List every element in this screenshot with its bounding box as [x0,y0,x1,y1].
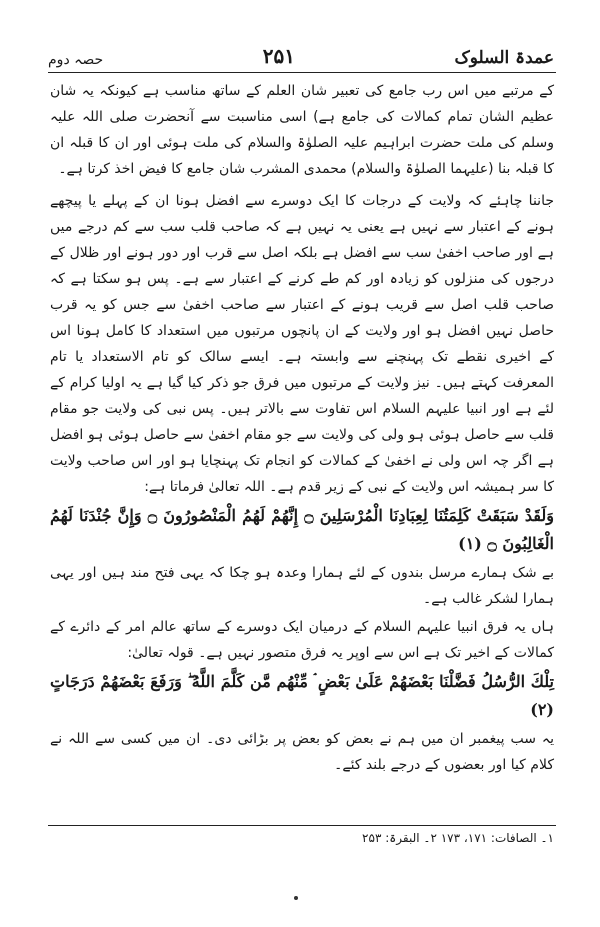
footnote: ۱۔ الصافات: ۱۷۱، ۱۷۳ ۲۔ البقرۃ: ۲۵۳ [362,831,554,845]
footnote-rule [48,825,556,826]
paragraph-3: ہاں یہ فرق انبیا علیہم السلام کے درمیان ایک دوسرے کے ساتھ عالم امر کے دائرے کے کمالات کے اخیر تک ہے اس سے اوپر یہ فرق متصور نہیں ہے۔ قولہ تعالیٰ: [50,619,554,661]
paragraph-1: کے مرتبے میں اس رب جامع کی تعبیر شان العلم کے ساتھ مناسب ہے کیونکہ یہ شان عظیم الشان تمام کمالات کی جامع ہے) اسی مناسبت سے آنحضرت صلی اللہ علیہ وسلم کی ملت حضرت ابراہیم علیہ الصلوٰۃ والسلام کی ملت ہوئی اور ان کا قبلہ ان کا قبلہ بنا (علیہما الصلوٰۃ والسلام) محمدی المشرب شان جامع کا فیض اخذ کرتا ہے۔ [50,83,554,177]
verse-translation-2: یہ سب پیغمبر ان میں ہم نے بعض کو بعض پر بڑائی دی۔ ان میں کسی سے اللہ نے کلام کیا اور بعضوں کے درجے بلند کئے۔ [50,731,554,773]
verse-translation-1: بے شک ہمارے مرسل بندوں کے لئے ہمارا وعدہ ہو چکا کہ یہی فتح مند ہیں اور یہی ہمارا لشکر غالب ہے۔ [50,565,554,607]
book-title: عمدۃ السلوک [454,48,554,68]
volume-label: حصہ دوم [48,52,104,68]
page-mark-dot [294,896,298,900]
page-number: ۲۵۱ [262,44,295,68]
quran-verse-2: تِلْكَ الرُّسُلُ فَضَّلْنَا بَعْضَهُمْ عَلَىٰ بَعْضٍ ۘ مِّنْهُم مَّن كَلَّمَ اللَّهُ ۖ وَرَفَعَ بَعْضَهُمْ دَرَجَاتٍ (۲) [50,672,554,719]
paragraph-2: جاننا چاہئے کہ ولایت کے درجات کا ایک دوسرے سے افضل ہونا ان کے پہلے یا پیچھے ہونے کے اعتبار سے نہیں ہے یعنی یہ نہیں ہے کہ صاحب قلب سب سے کم درجے میں ہے اور صاحب اخفیٰ سب سے افضل ہے بلکہ اصل سے قرب اور دور ہونے اور ظلال کے درجوں کی منزلوں کو زیادہ اور کم طے کرنے کے اعتبار سے ہے۔ پس ہو سکتا ہے کہ صاحب قلب اصل سے قریب ہونے کے اعتبار سے صاحب اخفیٰ سے جس کو یہ قرب حاصل نہیں افضل ہو اور ولایت کے ان پانچوں مرتبوں میں استعداد کا کامل ہونا اس کے اخیری نقطے تک پہنچنے سے وابستہ ہے۔ ایسے سالک کو تام الاستعداد یا تام المعرفت کہتے ہیں۔ نیز ولایت کے مرتبوں میں فرق جو ذکر کیا گیا ہے یہ اولیا کرام کے لئے ہے اور انبیا علیہم السلام اس تفاوت سے بالاتر ہیں۔ پس نبی کی ولایت جو مقام قلب سے حاصل ہوئی ہو ولی کی ولایت سے جو مقام اخفیٰ سے حاصل ہوئی ہو افضل ہے اگر چہ اس ولی نے اخفیٰ کے کمالات کو انجام تک پہنچایا ہو اور اس صاحب ولایت کا سر ہمیشہ اس ولایت کے نبی کے زیر قدم ہے۔ اللہ تعالیٰ فرماتا ہے: [50,193,554,495]
quran-verse-1: وَلَقَدْ سَبَقَتْ كَلِمَتُنَا لِعِبَادِنَا الْمُرْسَلِينَ ۝ إِنَّهُمْ لَهُمُ الْمَنْصُورُونَ ۝ وَإِنَّ جُنْدَنَا لَهُمُ الْغَالِبُونَ ۝ (۱) [50,506,554,553]
page-header [48,38,554,68]
page-body [50,78,554,780]
header-rule [48,72,556,73]
